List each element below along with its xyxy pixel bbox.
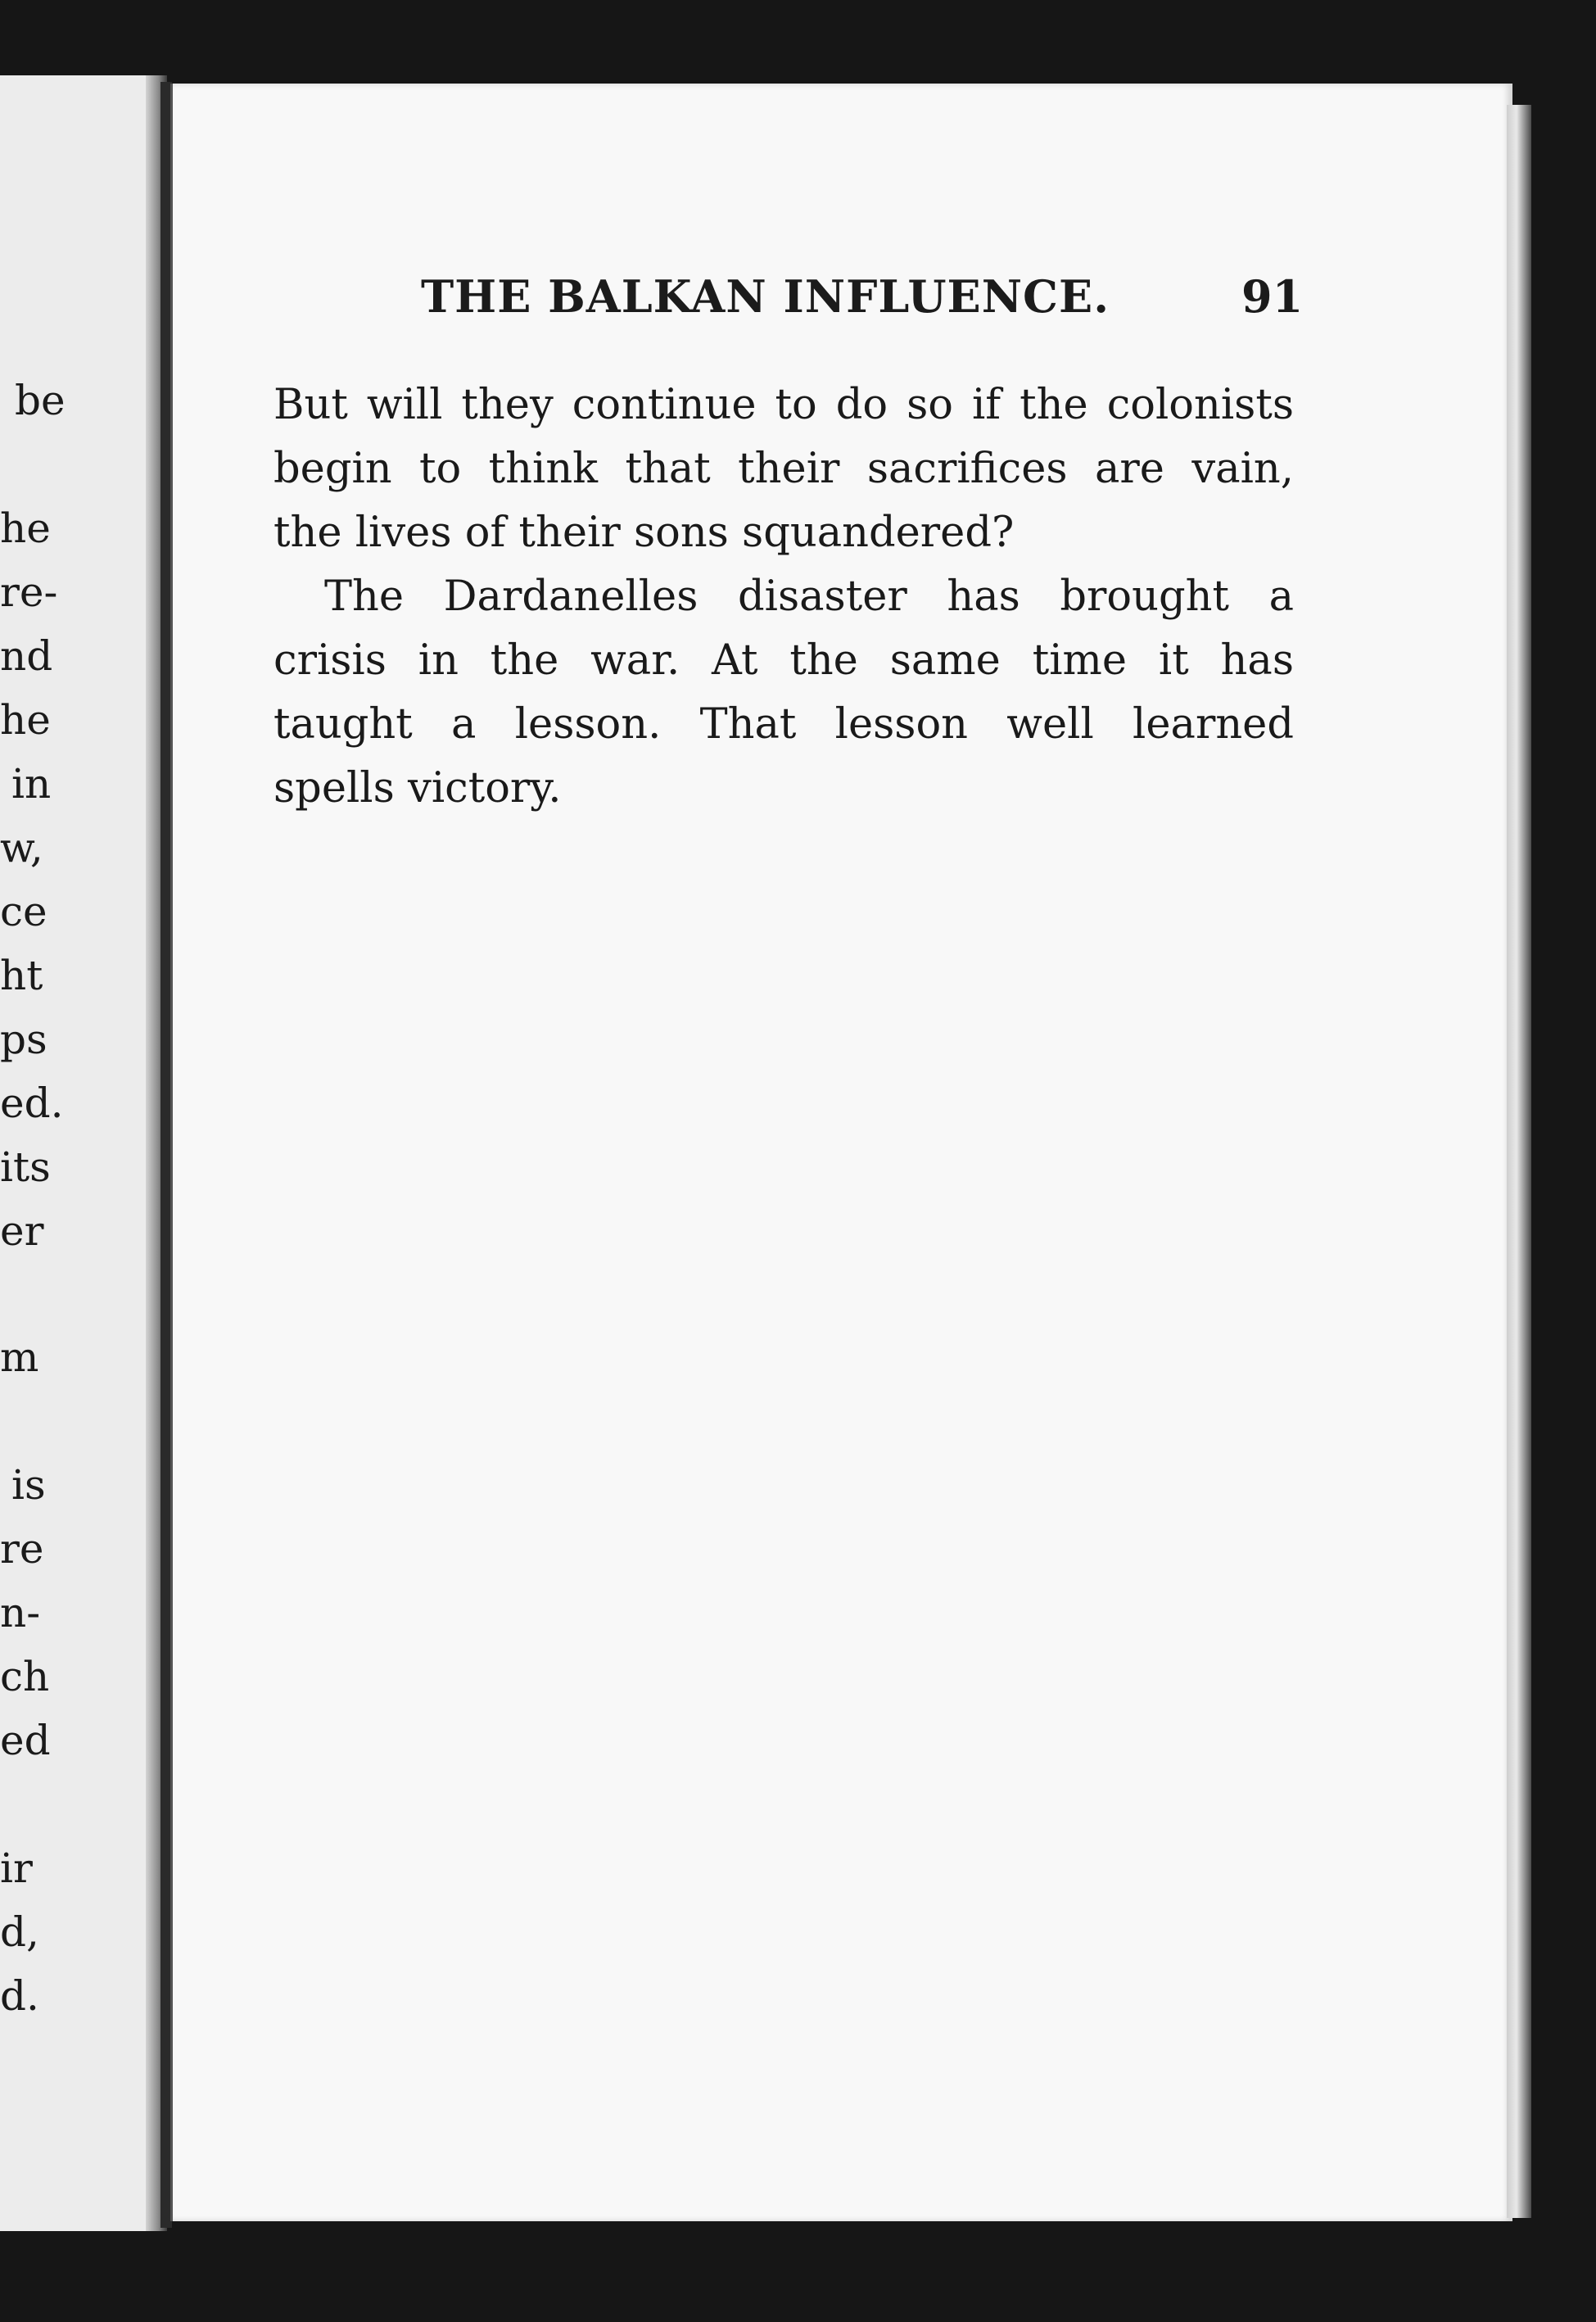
facing-page-fragment: m	[0, 1333, 39, 1381]
text-line: spells victory.	[274, 764, 562, 812]
facing-page-fragment: in	[11, 760, 52, 808]
facing-page-fragment: ed	[0, 1717, 51, 1764]
text-line: taught a lesson. That lesson well learned	[274, 700, 1294, 749]
facing-page-fragment: be	[15, 377, 66, 424]
facing-page-fragment: re-	[0, 568, 58, 616]
text-line: crisis in the war. At the same time it has	[274, 636, 1294, 685]
facing-page-fragment: its	[0, 1143, 51, 1191]
facing-page-fragment: ht	[0, 952, 43, 999]
facing-page-fragment: d.	[0, 1972, 39, 2020]
facing-page-fragment: er	[0, 1207, 44, 1255]
facing-page-fragment: d,	[0, 1908, 39, 1956]
text-line: But will they continue to do so if the colonists	[274, 381, 1294, 429]
page-edge	[1507, 105, 1531, 2218]
text-line: begin to think that their sacrifices are vain,	[274, 445, 1294, 493]
facing-page-fragment: w,	[0, 824, 43, 871]
facing-page-fragment: he	[0, 505, 51, 552]
text-line: The Dardanelles disaster has brought a	[324, 573, 1294, 621]
facing-page-fragment: nd	[0, 632, 53, 680]
facing-page-fragment: ce	[0, 888, 47, 935]
page-number: 91	[1241, 270, 1304, 323]
facing-page	[0, 75, 161, 2231]
running-head: THE BALKAN INFLUENCE.	[421, 270, 1110, 323]
text-line: the lives of their sons squandered?	[274, 509, 1015, 557]
facing-page-fragment: ch	[0, 1653, 50, 1700]
paragraph	[274, 565, 1294, 821]
facing-page-fragment: re	[0, 1525, 44, 1573]
paragraph	[274, 373, 1294, 565]
body-text	[274, 373, 1294, 821]
facing-page-fragment: n-	[0, 1589, 41, 1636]
facing-page-fragment: ed.	[0, 1080, 64, 1127]
facing-page-fragment: ir	[0, 1844, 33, 1892]
facing-page-fragment: he	[0, 696, 51, 744]
facing-page-fragment: is	[11, 1461, 46, 1509]
facing-page-fragment: ps	[0, 1016, 47, 1063]
